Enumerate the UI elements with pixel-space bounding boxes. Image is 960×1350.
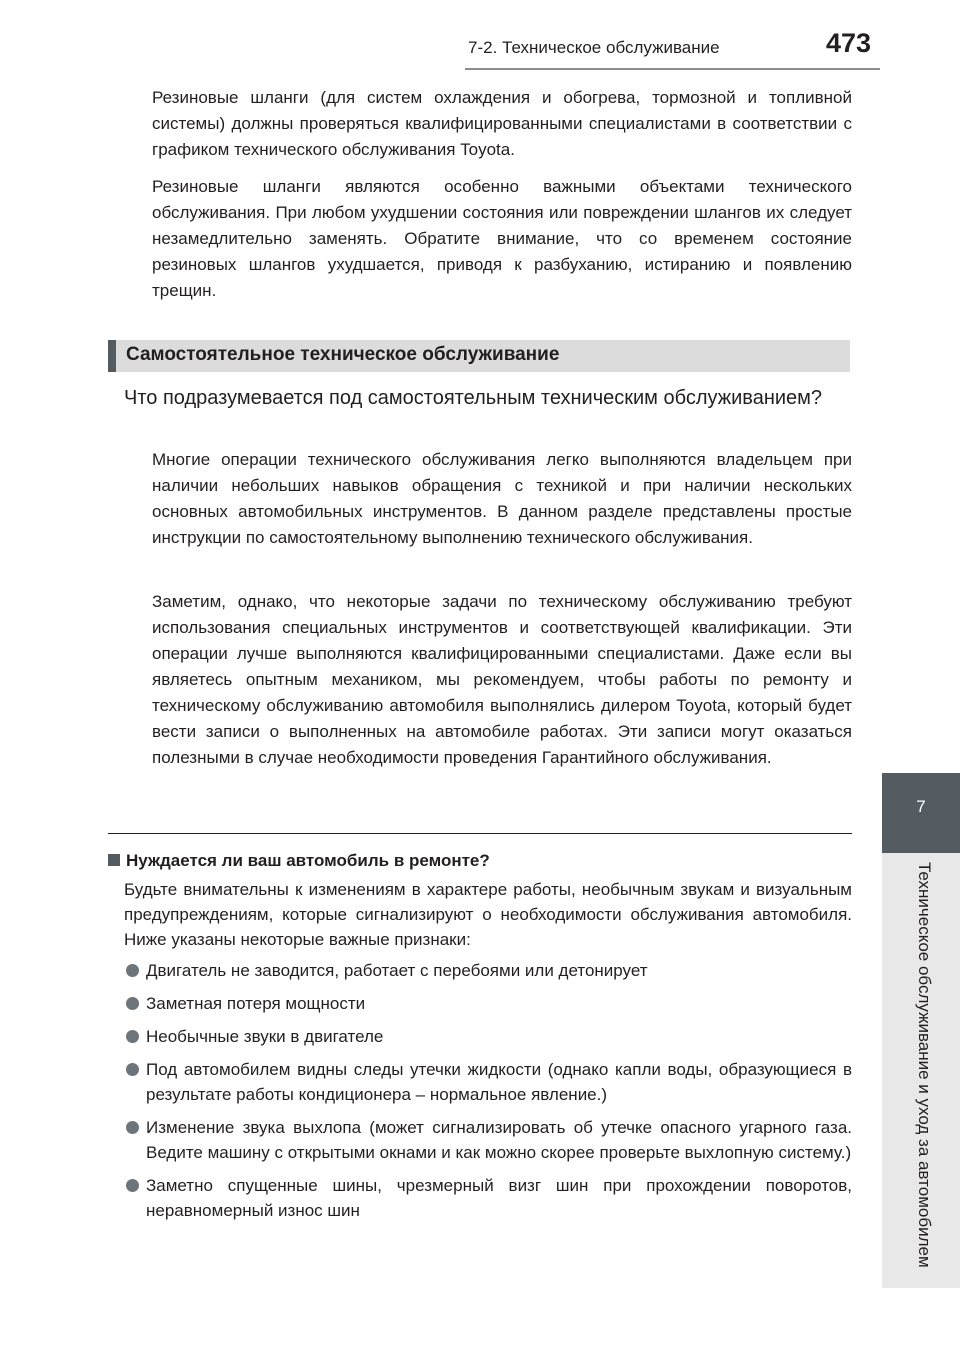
header-section-title: 7-2. Техническое обслуживание	[468, 38, 720, 57]
list-item	[124, 1115, 852, 1165]
chapter-tab[interactable]	[882, 773, 960, 853]
section-question: Что подразумевается под самостоятельным техническим обслуживанием?	[124, 387, 823, 409]
circle-bullet-icon	[126, 1030, 139, 1043]
circle-bullet-icon	[126, 1121, 139, 1134]
banner-accent-bar	[108, 340, 116, 372]
list-item-text: Необычные звуки в двигателе	[146, 1027, 384, 1046]
intro-paragraph-2: Резиновые шланги являются особенно важными объектами технического обслуживания. При любом ухудшении состояния или повреждении шлангов их следует незамедлительно заменять. Обратите внимание, что со временем состояние резиновых шлангов ухудшается, приводя к разбуханию, истиранию и появлению трещин.	[152, 177, 852, 300]
chapter-number: 7	[916, 797, 926, 816]
section-paragraph-2: Заметим, однако, что некоторые задачи по техническому обслуживанию требуют использования специальных инструментов и соответствующей квалификации. Эти операции лучше выполняются квалифицированными специалистами. Даже если вы являетесь опытным механиком, мы рекомендуем, чтобы работы по ремонту и техническому обслуживанию автомобиля выполнялись дилером Toyota, который будет вести записи о выполненных на автомобиле работах. Эти записи могут оказаться полезными в случае необходимости проведения Гарантийного обслуживания.	[152, 592, 852, 767]
intro-paragraph-1: Резиновые шланги (для систем охлаждения и обогрева, тормозной и топливной системы) должны проверяться квалифицированными специалистами в соответствии с графиком технического обслуживания Toyota.	[152, 88, 852, 159]
repair-heading-text: Нуждается ли ваш автомобиль в ремонте?	[126, 851, 490, 870]
page-number: 473	[826, 28, 872, 58]
circle-bullet-icon	[126, 1179, 139, 1192]
circle-bullet-icon	[126, 964, 139, 977]
list-item	[124, 991, 852, 1016]
circle-bullet-icon	[126, 1063, 139, 1076]
section-divider	[108, 833, 852, 834]
section-paragraph-1: Многие операции технического обслуживания легко выполняются владельцем при наличии небольших навыков обращения с техникой и при наличии нескольких основных автомобильных инструментов. В данном разделе представлены простые инструкции по самостоятельному выполнению технического обслуживания.	[152, 450, 852, 547]
header-rule	[465, 68, 880, 70]
list-item-text: Заметно спущенные шины, чрезмерный визг шин при прохождении поворотов, неравномерный износ шин	[146, 1176, 852, 1220]
repair-signs-list	[124, 958, 852, 1231]
square-bullet-icon	[108, 854, 120, 866]
section-title: Самостоятельное техническое обслуживание	[126, 344, 560, 365]
circle-bullet-icon	[126, 997, 139, 1010]
list-item	[124, 1173, 852, 1223]
list-item-text: Изменение звука выхлопа (может сигнализировать об утечке опасного угарного газа. Ведите машину с открытыми окнами и как можно скорее проверьте выхлопную систему.)	[146, 1118, 852, 1162]
list-item	[124, 1024, 852, 1049]
repair-intro: Будьте внимательны к изменениям в характере работы, необычным звукам и визуальным предупреждениям, которые сигнализируют о необходимости обслуживания автомобиля. Ниже указаны некоторые важные признаки:	[124, 880, 852, 949]
list-item	[124, 958, 852, 983]
page-header	[0, 0, 880, 70]
list-item-text: Под автомобилем видны следы утечки жидкости (однако капли воды, образующиеся в результате работы кондиционера – нормальное явление.)	[146, 1060, 852, 1104]
chapter-title-vertical: Техническое обслуживание и уход за автомобилем	[915, 862, 934, 1268]
list-item-text: Заметная потеря мощности	[146, 994, 366, 1013]
section-banner	[108, 340, 850, 372]
list-item-text: Двигатель не заводится, работает с перебоями или детонирует	[146, 961, 648, 980]
list-item	[124, 1057, 852, 1107]
repair-heading	[108, 851, 490, 871]
